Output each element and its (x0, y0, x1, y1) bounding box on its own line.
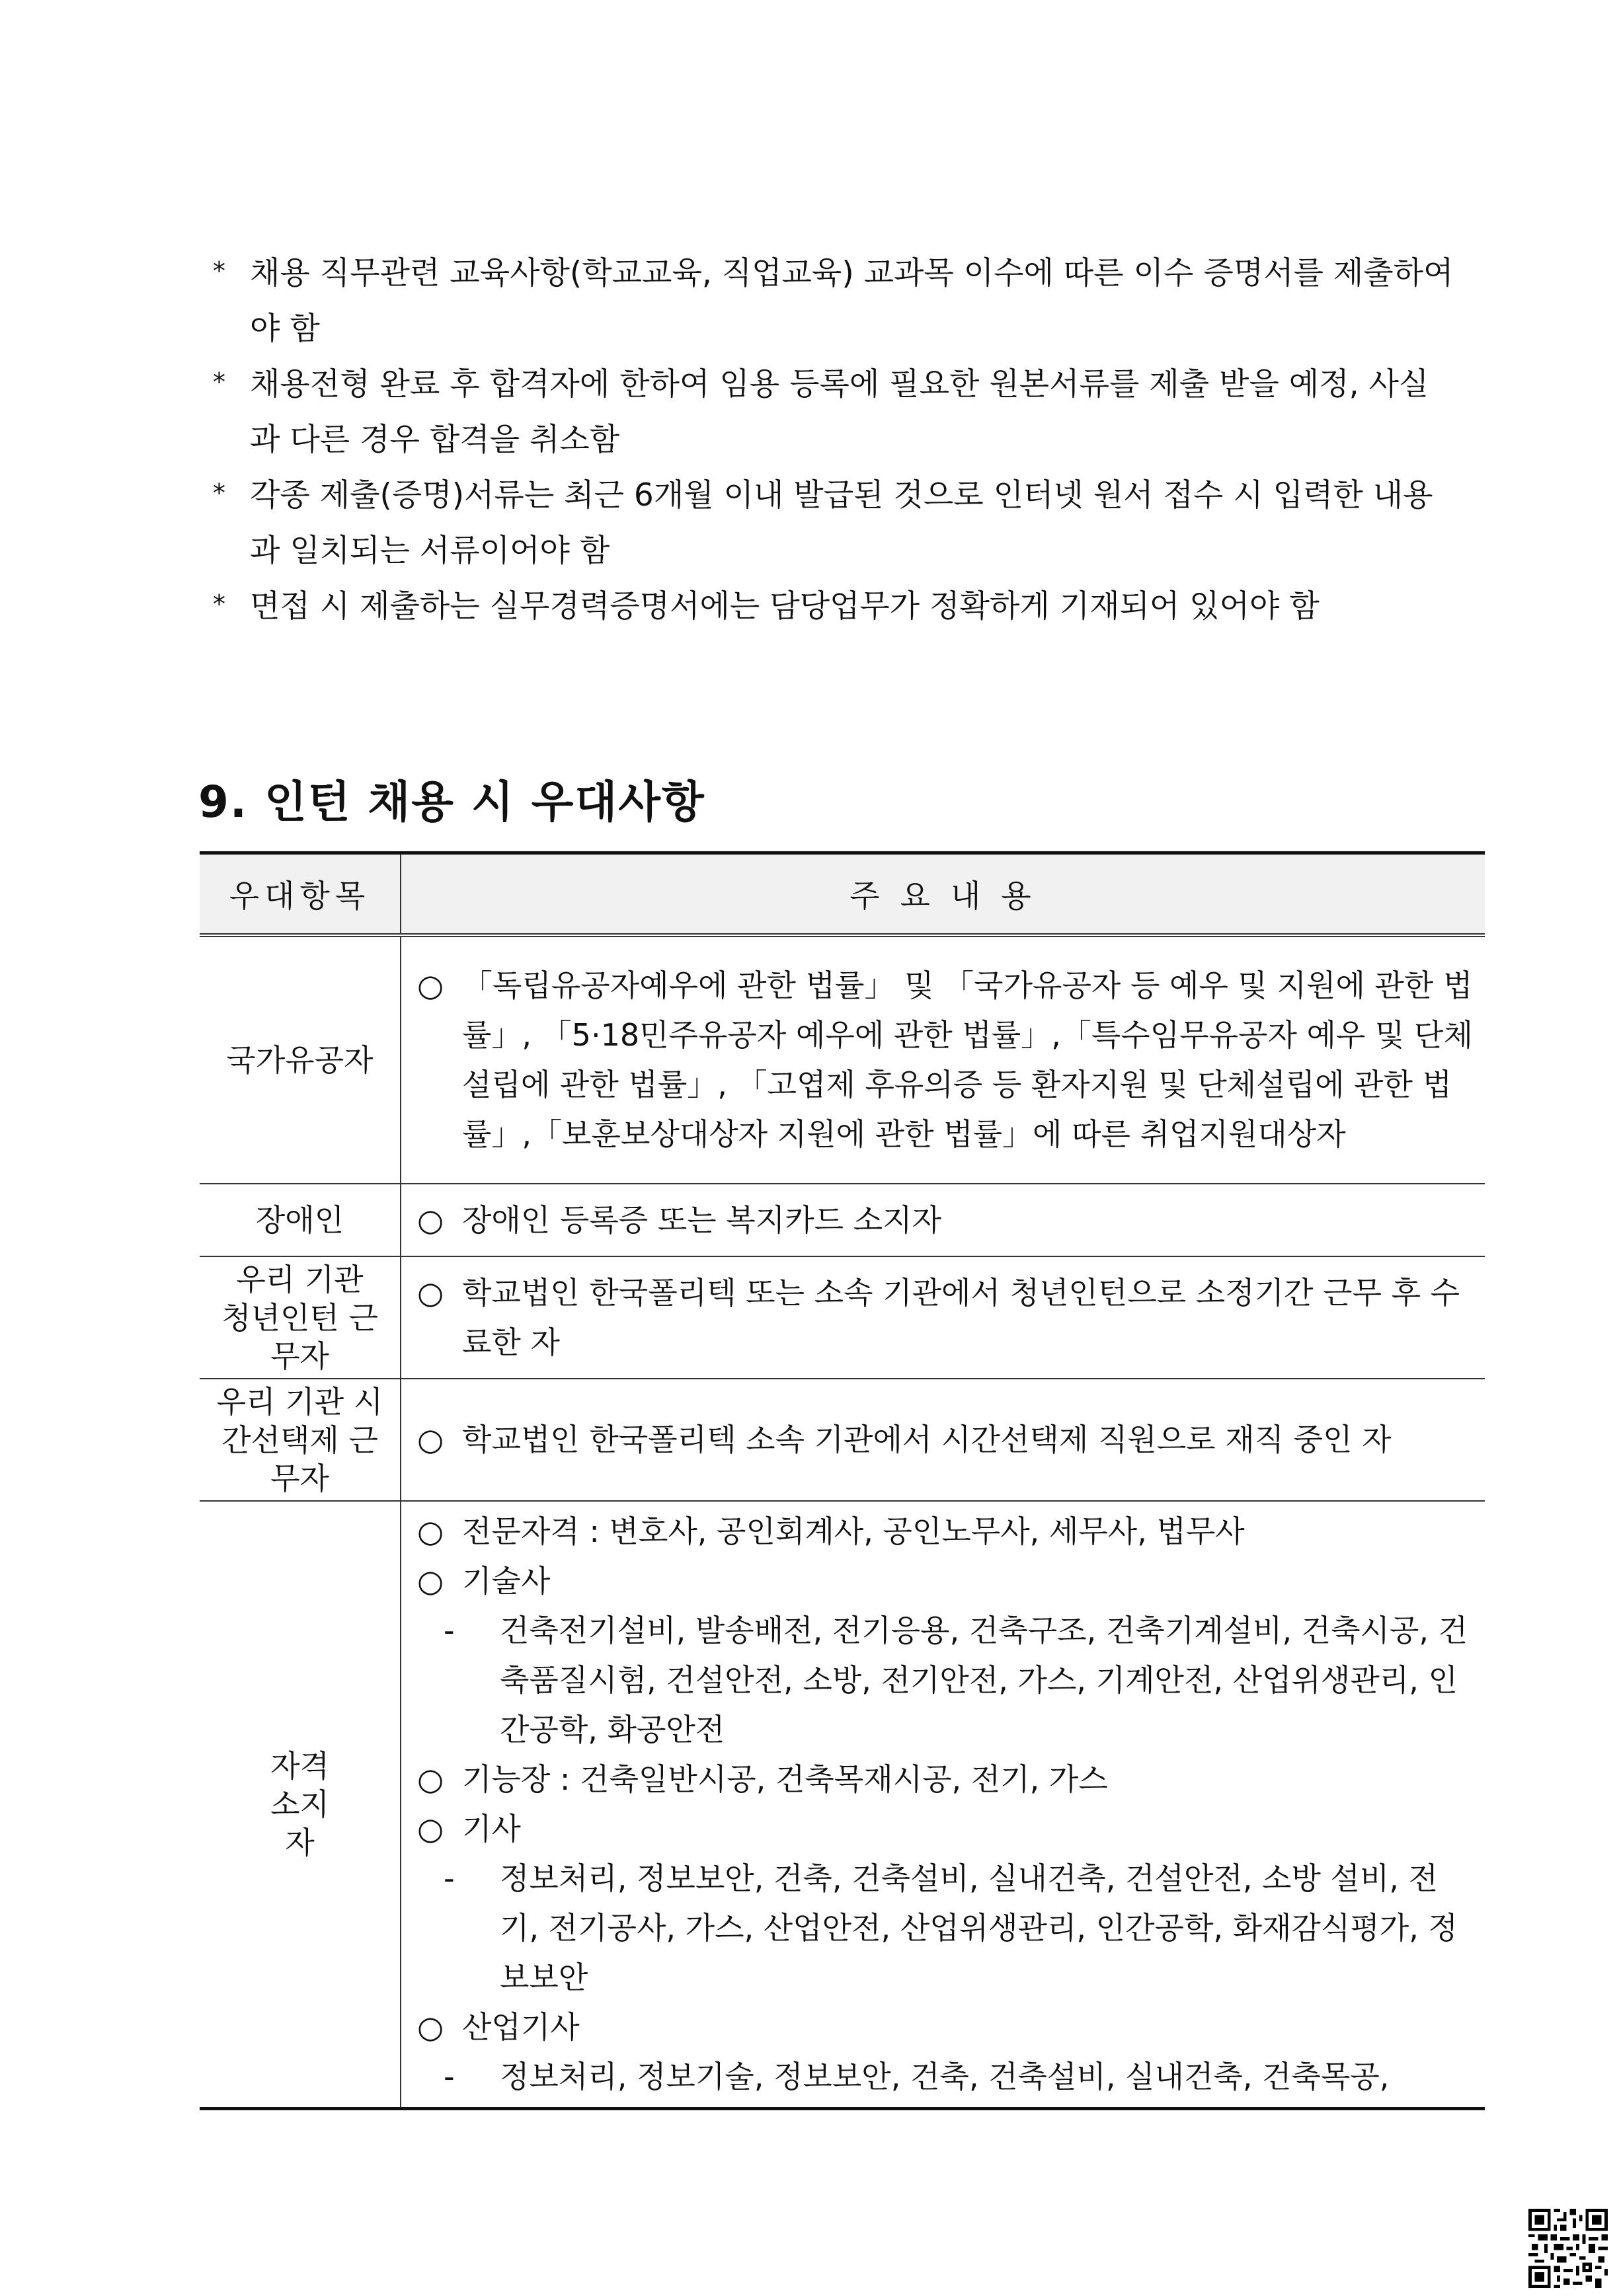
circle-bullet-icon: ○ (417, 1202, 444, 1238)
preference-table (200, 851, 1485, 2110)
content-line (417, 1507, 1476, 1556)
content-line (417, 2003, 1476, 2052)
content-line (417, 1268, 1476, 1367)
content-subline (417, 1854, 1476, 2003)
line-text: 건축전기설비, 발송배전, 전기응용, 건축구조, 건축기계설비, 건축시공, 건축품질시험, 건설안전, 소방, 전기안전, 가스, 기계안전, 산업위생관리, 인간공학, 화공안전 (500, 1613, 1468, 1747)
line-text: 기술사 (462, 1563, 551, 1599)
content-line (417, 1196, 1476, 1245)
row-content (401, 1501, 1485, 2109)
line-text: 「독립유공자예우에 관한 법률」 및 「국가유공자 등 예우 및 지원에 관한 법률」, 「5·18민주유공자 예우에 관한 법률」,「특수임무유공자 예우 및 단체설립에 관한 법률」, 「고엽제 후유의증 등 환자지원 및 단체설립에 관한 법률」,「보훈보상대상자 지원에 관한 법률」에 따른 취업지원대상자 (462, 968, 1473, 1152)
line-text: 정보처리, 정보기술, 정보보안, 건축, 건축설비, 실내건축, 건축목공, (500, 2059, 1390, 2094)
table-row (200, 1184, 1485, 1256)
row-content (401, 1379, 1485, 1501)
content-subline (417, 2052, 1476, 2102)
circle-bullet-icon: ○ (417, 1761, 444, 1797)
circle-bullet-icon: ○ (417, 1422, 444, 1457)
line-text: 장애인 등록증 또는 복지카드 소지자 (462, 1202, 942, 1238)
note-marker: * (213, 367, 225, 397)
note-marker: * (213, 478, 225, 508)
dash-bullet-icon: - (444, 1613, 455, 1648)
content-line (417, 1556, 1476, 1606)
circle-bullet-icon: ○ (417, 1513, 444, 1549)
content-subline (417, 1606, 1476, 1755)
note-item (213, 579, 1456, 634)
line-text: 학교법인 한국폴리텍 또는 소속 기관에서 청년인턴으로 소정기간 근무 후 수료한 자 (462, 1274, 1460, 1360)
line-text: 정보처리, 정보보안, 건축, 건축설비, 실내건축, 건설안전, 소방 설비, 전기, 전기공사, 가스, 산업안전, 산업위생관리, 인간공학, 화재감식평가, 정보보안 (500, 1860, 1458, 1995)
table-header-row (200, 853, 1485, 936)
note-item (213, 468, 1456, 579)
section-title: 9. 인턴 채용 시 우대사항 (198, 777, 705, 827)
circle-bullet-icon: ○ (417, 1563, 444, 1599)
line-text: 전문자격 : 변호사, 공인회계사, 공인노무사, 세무사, 법무사 (462, 1513, 1245, 1549)
note-text: 각종 제출(증명)서류는 최근 6개월 이내 발급된 것으로 인터넷 원서 접수 시 입력한 내용과 일치되는 서류이어야 함 (250, 477, 1433, 569)
content-line (417, 1415, 1476, 1465)
line-text: 기능장 : 건축일반시공, 건축목재시공, 전기, 가스 (462, 1761, 1108, 1797)
content-line (417, 1804, 1476, 1854)
circle-bullet-icon: ○ (417, 1274, 444, 1311)
row-category: 우리 기관 청년인턴 근무자 (200, 1256, 401, 1379)
row-category: 자격 소지자 (200, 1501, 401, 2109)
circle-bullet-icon: ○ (417, 1811, 444, 1847)
table-row (200, 1256, 1485, 1379)
note-item (213, 357, 1456, 468)
note-marker: * (213, 590, 225, 619)
header-content: 주 요 내 용 (401, 853, 1485, 936)
content-line (417, 1755, 1476, 1804)
row-content (401, 935, 1485, 1184)
dash-bullet-icon: - (444, 1860, 455, 1896)
line-text: 학교법인 한국폴리텍 소속 기관에서 시간선택제 직원으로 재직 중인 자 (462, 1422, 1392, 1457)
line-text: 기사 (462, 1811, 521, 1847)
row-content (401, 1184, 1485, 1256)
circle-bullet-icon: ○ (417, 2009, 444, 2045)
line-text: 산업기사 (462, 2009, 580, 2045)
notes-list (213, 246, 1456, 634)
note-text: 면접 시 제출하는 실무경력증명서에는 담당업무가 정확하게 기재되어 있어야 함 (250, 588, 1320, 625)
row-category: 국가유공자 (200, 935, 401, 1184)
note-text: 채용전형 완료 후 합격자에 한하여 임용 등록에 필요한 원본서류를 제출 받을 예정, 사실과 다른 경우 합격을 취소함 (250, 366, 1429, 458)
header-category: 우대항목 (200, 853, 401, 936)
note-marker: * (213, 256, 225, 286)
qr-code-icon (1528, 2209, 1608, 2288)
row-category: 장애인 (200, 1184, 401, 1256)
row-category: 우리 기관 시간선택제 근무자 (200, 1379, 401, 1501)
table-row (200, 1379, 1485, 1501)
table-row (200, 1501, 1485, 2109)
note-text: 채용 직무관련 교육사항(학교교육, 직업교육) 교과목 이수에 따른 이수 증명서를 제출하여야 함 (250, 255, 1454, 347)
note-item (213, 246, 1456, 357)
row-content (401, 1256, 1485, 1379)
content-line (417, 961, 1476, 1159)
circle-bullet-icon: ○ (417, 968, 444, 1003)
dash-bullet-icon: - (444, 2059, 455, 2094)
table-row (200, 935, 1485, 1184)
